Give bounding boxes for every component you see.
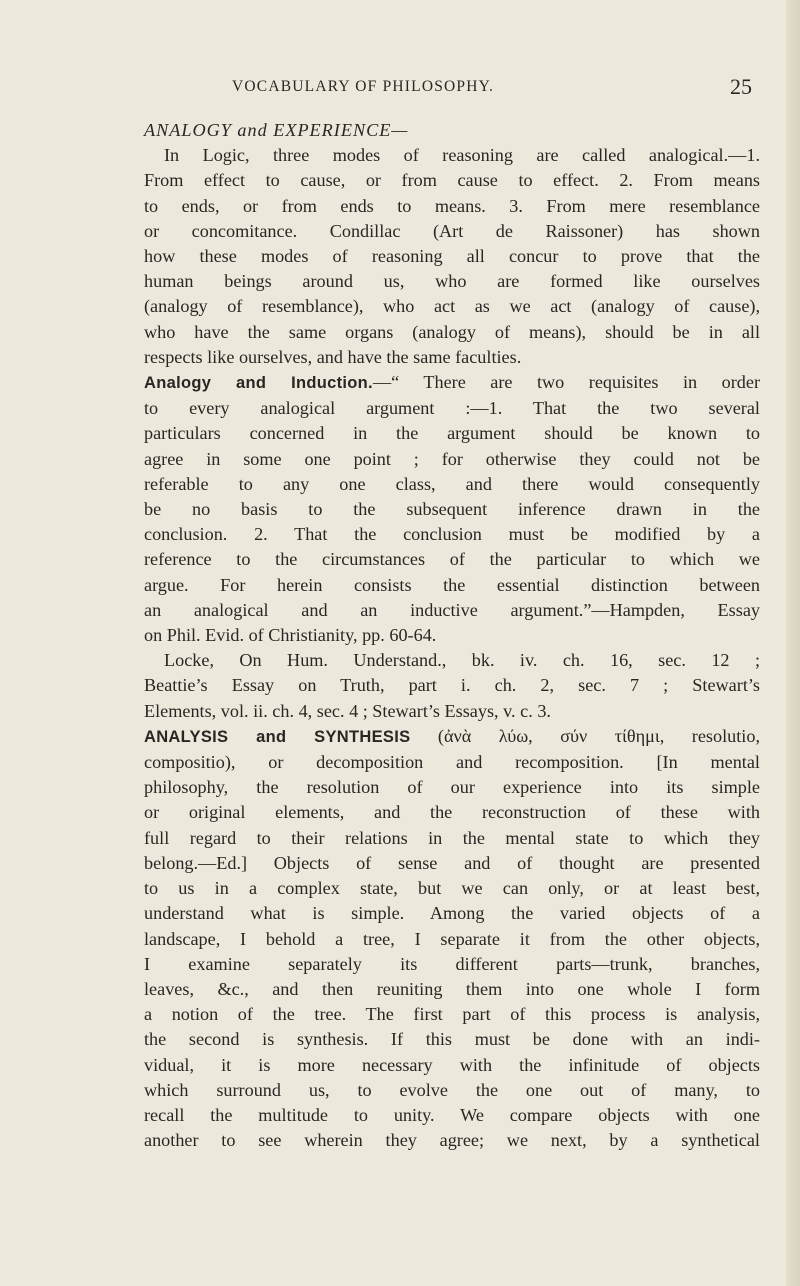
text-line: be no basis to the subsequent inference drawn in the xyxy=(144,499,760,520)
text-line: or original elements, and the reconstruction of these with xyxy=(144,802,760,823)
entry-title-analogy-experience: ANALOGY and EXPERIENCE— xyxy=(144,120,409,140)
text-line: conclusion. 2. That the conclusion must be modified by a xyxy=(144,524,760,545)
text-line: In Logic, three modes of reasoning are called analogical.—1. xyxy=(164,145,760,166)
text-line: respects like ourselves, and have the same faculties. xyxy=(144,346,522,367)
text-line: argue. For herein consists the essential distinction between xyxy=(144,574,760,595)
text-line: recall the multitude to unity. We compare objects with one xyxy=(144,1104,760,1125)
text-line: —“ There are two requisites in order xyxy=(372,372,761,393)
text-line: who have the same organs (analogy of means), should be in all xyxy=(144,321,760,342)
text-line: to every analogical argument :—1. That the two several xyxy=(144,398,760,419)
text-line: human beings around us, who are formed like ourselves xyxy=(144,271,760,292)
entry-first-line xyxy=(144,724,760,750)
text-line: Locke, On Hum. Understand., bk. iv. ch. 16, sec. 12 ; xyxy=(164,650,760,671)
text-line: an analogical and an inductive argument.”—Hampden, Essay xyxy=(144,599,760,620)
text-line: referable to any one class, and there would consequently xyxy=(144,473,760,494)
text-line: or concomitance. Condillac (Art de Raissoner) has shown xyxy=(144,220,760,241)
entry-head-analysis-synthesis: ANALYSIS and SYNTHESIS xyxy=(144,727,411,746)
text-line: (ἀνὰ λύω, σύν τίθημι, resolutio, xyxy=(437,725,760,746)
text-line: reference to the circumstances of the particular to which we xyxy=(144,549,760,570)
text-line: to ends, or from ends to means. 3. From mere resemblance xyxy=(144,195,760,216)
page-number: 25 xyxy=(730,74,752,99)
text-line: particulars concerned in the argument should be known to xyxy=(144,423,760,444)
text-line: Elements, vol. ii. ch. 4, sec. 4 ; Stewart’s Essays, v. c. 3. xyxy=(144,700,551,721)
text-line: agree in some one point ; for otherwise they could not be xyxy=(144,448,760,469)
text-line: I examine separately its different parts—trunk, branches, xyxy=(144,953,760,974)
text-line: Beattie’s Essay on Truth, part i. ch. 2, sec. 7 ; Stewart’s xyxy=(144,675,760,696)
text-line: on Phil. Evid. of Christianity, pp. 60-64. xyxy=(144,625,437,646)
text-line: which surround us, to evolve the one out of many, to xyxy=(144,1079,760,1100)
text-line: the second is synthesis. If this must be done with an indi- xyxy=(144,1029,760,1050)
text-line: understand what is simple. Among the varied objects of a xyxy=(144,903,760,924)
text-line: (analogy of resemblance), who act as we act (analogy of cause), xyxy=(144,296,760,317)
text-line: belong.—Ed.] Objects of sense and of thought are presented xyxy=(144,852,760,873)
body-text xyxy=(144,118,760,1153)
text-line: landscape, I behold a tree, I separate it from the other objects, xyxy=(144,928,760,949)
text-line: vidual, it is more necessary with the infinitude of objects xyxy=(144,1054,760,1075)
text-line: compositio), or decomposition and recomposition. [In mental xyxy=(144,752,760,773)
running-head: VOCABULARY OF PHILOSOPHY. xyxy=(232,78,495,95)
text-line: a notion of the tree. The first part of this process is analysis, xyxy=(144,1004,760,1025)
page-edge xyxy=(786,0,800,1286)
page-header xyxy=(0,74,800,104)
text-line: another to see wherein they agree; we next, by a synthetical xyxy=(144,1130,760,1151)
text-line: philosophy, the resolution of our experience into its simple xyxy=(144,777,760,798)
entry-first-line xyxy=(144,370,760,396)
entry-head-analogy-induction: Analogy and Induction. xyxy=(144,374,373,393)
text-line: how these modes of reasoning all concur to prove that the xyxy=(144,246,760,267)
text-line: to us in a complex state, but we can only, or at least best, xyxy=(144,878,760,899)
text-line: From effect to cause, or from cause to effect. 2. From means xyxy=(144,170,760,191)
text-line: leaves, &c., and then reuniting them into one whole I form xyxy=(144,978,760,999)
text-line: full regard to their relations in the mental state to which they xyxy=(144,827,760,848)
